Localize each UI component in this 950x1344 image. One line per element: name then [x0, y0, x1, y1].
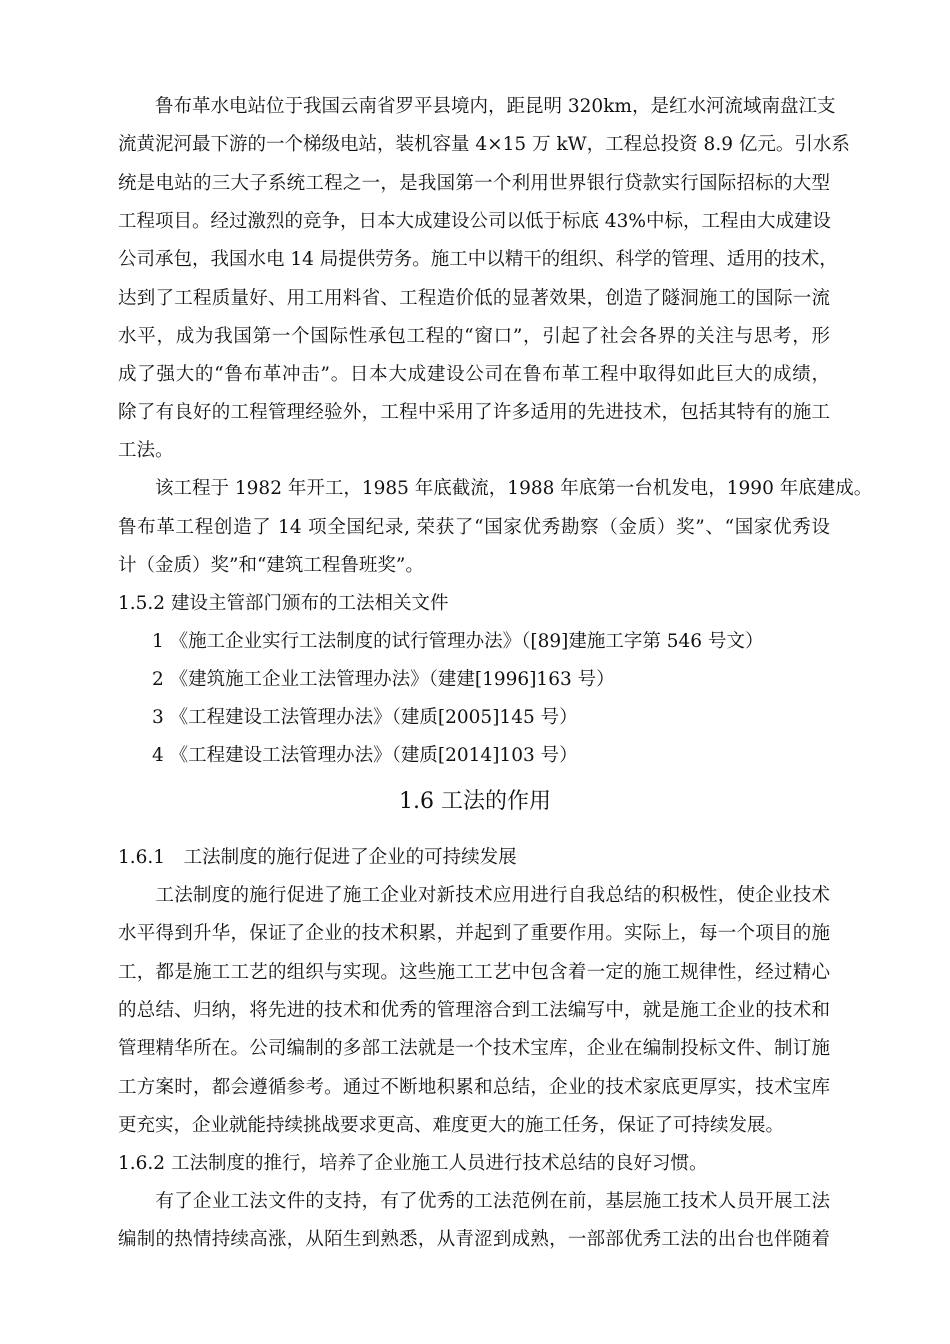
subheading-1-6-2: 1.6.2 工法制度的推行，培养了企业施工人员进行技术总结的良好习惯。: [118, 1153, 708, 1174]
subheading-1-5-2: 1.5.2 建设主管部门颁布的工法相关文件: [118, 593, 449, 614]
section-heading-1-6: 1.6 工法的作用: [399, 789, 551, 814]
para1-line-6: 达到了工程质量好、用工用料省、工程造价低的显著效果，创造了隧洞施工的国际一流: [118, 288, 830, 309]
para4-line-2: 编制的热情持续高涨，从陌生到熟悉，从青涩到成熟，一部部优秀工法的出台也伴随着: [118, 1229, 830, 1250]
para3-line-1: 工法制度的施行促进了施工企业对新技术应用进行自我总结的积极性，使企业技术: [118, 885, 830, 906]
doc-list-item-2: 2 《建筑施工企业工法管理办法》（建建[1996]163 号）: [152, 669, 615, 690]
para3-line-2: 水平得到升华，保证了企业的技术积累，并起到了重要作用。实际上，每一个项目的施: [118, 923, 830, 944]
para3-line-3: 工，都是施工工艺的组织与实现。这些施工工艺中包含着一定的施工规律性，经过精心: [118, 962, 830, 983]
para3-line-6: 工方案时，都会遵循参考。通过不断地积累和总结，企业的技术家底更厚实，技术宝库: [118, 1077, 830, 1098]
para3-line-4: 的总结、归纳，将先进的技术和优秀的管理溶合到工法编写中，就是施工企业的技术和: [118, 1000, 830, 1021]
doc-list-item-1: 1 《施工企业实行工法制度的试行管理办法》（[89]建施工字第 546 号文）: [152, 631, 764, 652]
para1-line-9: 除了有良好的工程管理经验外，工程中采用了许多适用的先进技术，包括其特有的施工: [118, 402, 830, 423]
doc-list-item-4: 4 《工程建设工法管理办法》（建质[2014]103 号）: [152, 745, 578, 766]
doc-list-item-3: 3 《工程建设工法管理办法》（建质[2005]145 号）: [152, 707, 578, 728]
para1-line-1: 鲁布革水电站位于我国云南省罗平县境内，距昆明 320km，是红水河流域南盘江支: [118, 96, 836, 117]
para1-line-4: 工程项目。经过激烈的竞争，日本大成建设公司以低于标底 43%中标，工程由大成建设: [118, 211, 832, 232]
para1-line-7: 水平，成为我国第一个国际性承包工程的“窗口”，引起了社会各界的关注与思考，形: [118, 326, 830, 347]
para4-line-1: 有了企业工法文件的支持，有了优秀的工法范例在前，基层施工技术人员开展工法: [118, 1191, 830, 1212]
para3-line-5: 管理精华所在。公司编制的多部工法就是一个技术宝库，企业在编制投标文件、制订施: [118, 1038, 830, 1059]
para1-line-10: 工法。: [118, 440, 174, 461]
para1-line-3: 统是电站的三大子系统工程之一，是我国第一个利用世界银行贷款实行国际招标的大型: [118, 173, 830, 194]
para3-line-7: 更充实，企业就能持续挑战要求更高、难度更大的施工任务，保证了可持续发展。: [118, 1115, 785, 1136]
para1-line-2: 流黄泥河最下游的一个梯级电站，装机容量 4×15 万 kW，工程总投资 8.9 亿元。引水系: [118, 134, 850, 155]
para1-line-5: 公司承包，我国水电 14 局提供劳务。施工中以精干的组织、科学的管理、适用的技术，: [118, 249, 838, 270]
para2-line-2: 鲁布革工程创造了 14 项全国纪录, 荣获了“国家优秀勘察（金质）奖”、“国家优秀设: [118, 517, 830, 538]
para1-line-8: 成了强大的“鲁布革冲击”。日本大成建设公司在鲁布革工程中取得如此巨大的成绩，: [118, 364, 830, 385]
para2-line-1: 该工程于 1982 年开工，1985 年底截流，1988 年底第一台机发电，1990 年底建成。: [118, 478, 873, 499]
para2-line-3: 计（金质）奖”和“建筑工程鲁班奖”。: [118, 555, 424, 576]
subheading-1-6-1: 1.6.1 工法制度的施行促进了企业的可持续发展: [118, 847, 517, 868]
